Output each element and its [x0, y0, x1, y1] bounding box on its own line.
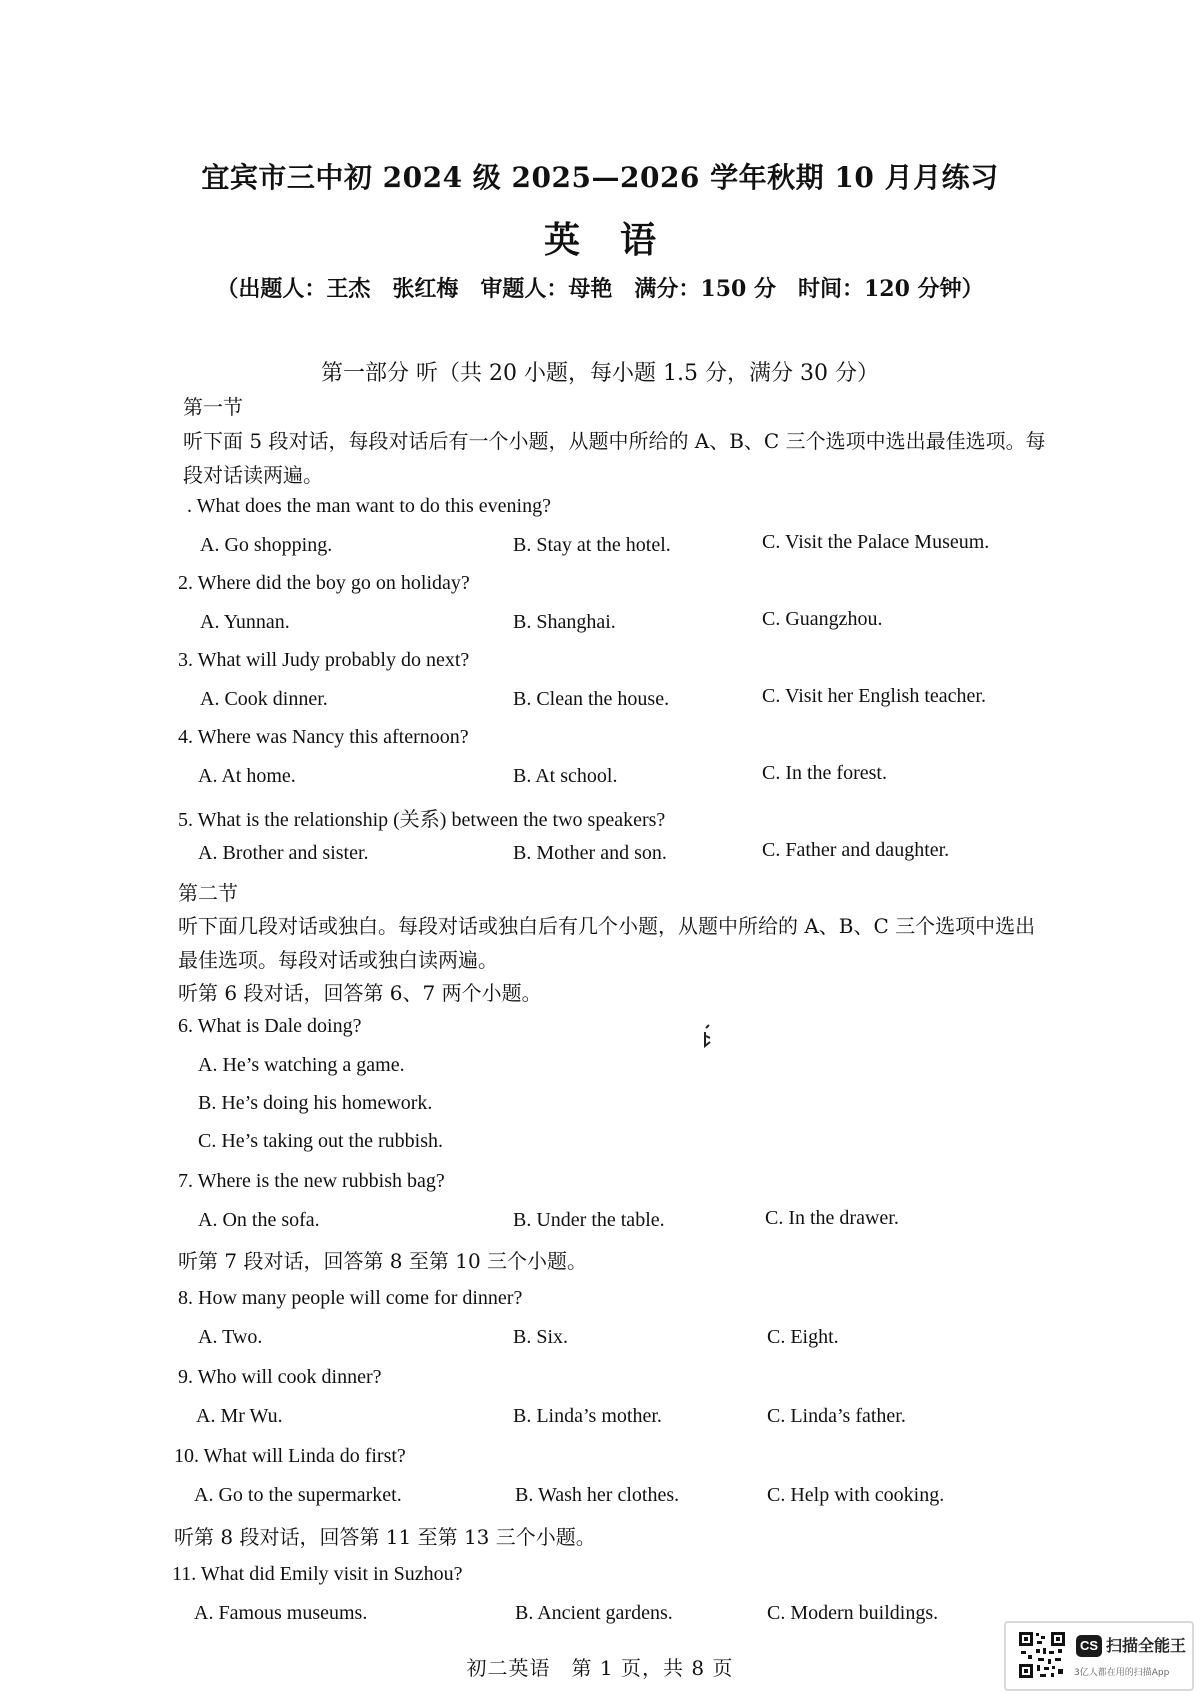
option-a: A. Mr Wu. — [196, 1405, 283, 1427]
option-a: A. Go to the supermarket. — [194, 1484, 402, 1506]
scanner-watermark — [1004, 1621, 1194, 1691]
option-a: A. On the sofa. — [198, 1209, 320, 1231]
exam-title: 宜宾市三中初 2024 级 2025—2026 学年秋期 10 月月练习 — [201, 161, 999, 194]
dialog-instruction: 听第 7 段对话，回答第 8 至第 10 三个小题。 — [178, 1249, 588, 1273]
section-instruction: 听下面 5 段对话，每段对话后有一个小题，从题中所给的 A、B、C 三个选项中选出最佳选项。每 — [183, 429, 1046, 453]
option-c: C. In the forest. — [762, 762, 887, 784]
question-stem: 7. Where is the new rubbish bag? — [178, 1170, 445, 1192]
option-b: B. Shanghai. — [513, 611, 616, 633]
option-c: C. Guangzhou. — [762, 608, 883, 630]
option-b: B. Clean the house. — [513, 688, 670, 710]
option-c: C. Visit the Palace Museum. — [762, 531, 990, 553]
option-c: C. He’s taking out the rubbish. — [198, 1130, 443, 1152]
option-c: C. Linda’s father. — [767, 1405, 906, 1427]
option-a: A. Yunnan. — [200, 611, 290, 633]
option-a: A. Brother and sister. — [198, 842, 369, 864]
option-a: A. He’s watching a game. — [198, 1054, 405, 1076]
exam-meta: （出题人：王杰 张红梅 审题人：母艳 满分：150 分 时间：120 分钟） — [216, 276, 984, 302]
option-a: A. Two. — [198, 1326, 263, 1348]
dialog-instruction: 听第 8 段对话，回答第 11 至第 13 三个小题。 — [174, 1525, 596, 1549]
option-b: B. Wash her clothes. — [515, 1484, 680, 1506]
watermark-tagline: 3亿人都在用的扫描App — [1074, 1668, 1170, 1678]
section-instruction: 最佳选项。每段对话或独白读两遍。 — [178, 948, 498, 972]
section-heading: 第一节 — [183, 395, 243, 419]
option-c: C. Modern buildings. — [767, 1602, 939, 1624]
qr-code-icon — [1018, 1631, 1066, 1679]
option-a: A. Famous museums. — [194, 1602, 368, 1624]
option-c: C. In the drawer. — [765, 1207, 899, 1229]
option-c: C. Eight. — [767, 1326, 839, 1348]
section-instruction: 段对话读两遍。 — [183, 463, 323, 487]
question-stem: . What does the man want to do this evening? — [187, 495, 551, 517]
option-b: B. Ancient gardens. — [515, 1602, 673, 1624]
question-stem: 4. Where was Nancy this afternoon? — [178, 726, 469, 748]
option-c: C. Father and daughter. — [762, 839, 950, 861]
option-c: C. Help with cooking. — [767, 1484, 945, 1506]
option-b: B. Under the table. — [513, 1209, 665, 1231]
camscanner-logo-icon: CS — [1076, 1635, 1102, 1657]
question-stem: 2. Where did the boy go on holiday? — [178, 572, 470, 594]
question-stem: 11. What did Emily visit in Suzhou? — [172, 1563, 463, 1585]
question-stem: 8. How many people will come for dinner? — [178, 1287, 523, 1309]
option-a: A. Cook dinner. — [200, 688, 328, 710]
option-b: B. At school. — [513, 765, 618, 787]
option-b: B. Stay at the hotel. — [513, 534, 671, 556]
option-a: A. Go shopping. — [200, 534, 333, 556]
section-heading: 第二节 — [178, 881, 238, 905]
option-a: A. At home. — [198, 765, 296, 787]
dialog-instruction: 听第 6 段对话，回答第 6、7 两个小题。 — [178, 981, 542, 1005]
exam-subject: 英语 — [543, 219, 696, 261]
question-stem: 5. What is the relationship (关系) between the two speakers? — [178, 809, 666, 831]
page-footer: 初二英语 第 1 页，共 8 页 — [466, 1656, 734, 1680]
option-b: B. Linda’s mother. — [513, 1405, 662, 1427]
section-instruction: 听下面几段对话或独白。每段对话或独白后有几个小题，从题中所给的 A、B、C 三个选项中选出 — [178, 914, 1036, 938]
part-title: 第一部分 听（共 20 小题，每小题 1.5 分，满分 30 分） — [321, 361, 879, 386]
watermark-name: 扫描全能王 — [1106, 1636, 1187, 1655]
option-b: B. Mother and son. — [513, 842, 667, 864]
question-stem: 3. What will Judy probably do next? — [178, 649, 470, 671]
question-stem: 9. Who will cook dinner? — [178, 1366, 382, 1388]
stray-mark — [703, 1024, 713, 1050]
option-b: B. Six. — [513, 1326, 569, 1348]
option-b: B. He’s doing his homework. — [198, 1092, 433, 1114]
question-stem: 6. What is Dale doing? — [178, 1015, 362, 1037]
question-stem: 10. What will Linda do first? — [174, 1445, 406, 1467]
option-c: C. Visit her English teacher. — [762, 685, 986, 707]
